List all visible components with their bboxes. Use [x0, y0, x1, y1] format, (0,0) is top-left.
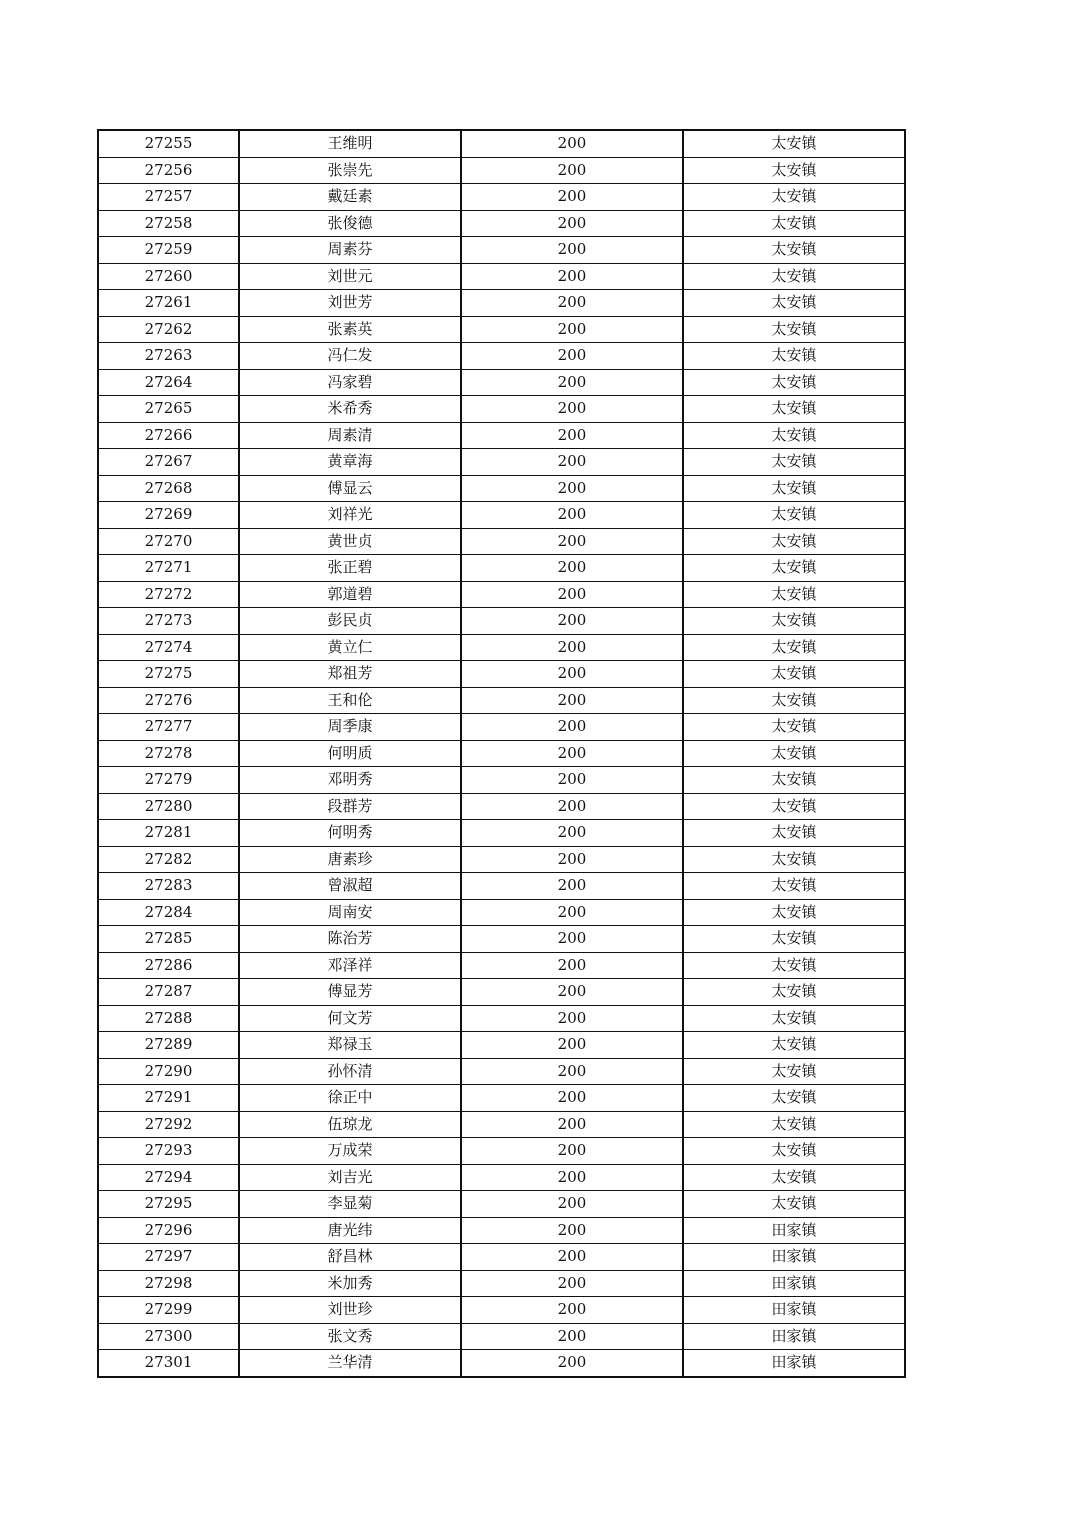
amount-cell: 200	[461, 1138, 683, 1165]
table-row	[98, 422, 905, 449]
name-cell: 冯仁发	[239, 343, 461, 370]
town-cell: 太安镇	[683, 767, 905, 794]
table-row	[98, 1111, 905, 1138]
id-cell: 27270	[98, 528, 239, 555]
table-row	[98, 502, 905, 529]
id-cell: 27276	[98, 687, 239, 714]
id-cell: 27272	[98, 581, 239, 608]
town-cell: 太安镇	[683, 343, 905, 370]
amount-cell: 200	[461, 608, 683, 635]
table-row	[98, 396, 905, 423]
table-row	[98, 740, 905, 767]
name-cell: 伍琼龙	[239, 1111, 461, 1138]
table-row	[98, 369, 905, 396]
town-cell: 田家镇	[683, 1244, 905, 1271]
amount-cell: 200	[461, 1244, 683, 1271]
town-cell: 太安镇	[683, 581, 905, 608]
amount-cell: 200	[461, 767, 683, 794]
name-cell: 孙怀清	[239, 1058, 461, 1085]
id-cell: 27274	[98, 634, 239, 661]
amount-cell: 200	[461, 157, 683, 184]
name-cell: 周素芬	[239, 237, 461, 264]
id-cell: 27269	[98, 502, 239, 529]
name-cell: 刘世芳	[239, 290, 461, 317]
town-cell: 太安镇	[683, 316, 905, 343]
table-row	[98, 581, 905, 608]
id-cell: 27262	[98, 316, 239, 343]
table-row	[98, 926, 905, 953]
amount-cell: 200	[461, 1032, 683, 1059]
town-cell: 太安镇	[683, 926, 905, 953]
town-cell: 太安镇	[683, 528, 905, 555]
amount-cell: 200	[461, 237, 683, 264]
id-cell: 27297	[98, 1244, 239, 1271]
table-row	[98, 687, 905, 714]
town-cell: 太安镇	[683, 820, 905, 847]
name-cell: 唐素珍	[239, 846, 461, 873]
amount-cell: 200	[461, 555, 683, 582]
id-cell: 27280	[98, 793, 239, 820]
name-cell: 兰华清	[239, 1350, 461, 1377]
table-row	[98, 1058, 905, 1085]
id-cell: 27292	[98, 1111, 239, 1138]
amount-cell: 200	[461, 581, 683, 608]
amount-cell: 200	[461, 846, 683, 873]
table-row	[98, 290, 905, 317]
table-row	[98, 555, 905, 582]
table-row	[98, 157, 905, 184]
amount-cell: 200	[461, 1350, 683, 1377]
town-cell: 太安镇	[683, 555, 905, 582]
table-row	[98, 979, 905, 1006]
name-cell: 舒昌林	[239, 1244, 461, 1271]
town-cell: 太安镇	[683, 290, 905, 317]
table-body	[98, 130, 905, 1377]
name-cell: 戴廷素	[239, 184, 461, 211]
name-cell: 刘祥光	[239, 502, 461, 529]
table-row	[98, 820, 905, 847]
town-cell: 太安镇	[683, 873, 905, 900]
name-cell: 张崇先	[239, 157, 461, 184]
town-cell: 太安镇	[683, 608, 905, 635]
table-row	[98, 661, 905, 688]
town-cell: 太安镇	[683, 184, 905, 211]
id-cell: 27298	[98, 1270, 239, 1297]
town-cell: 田家镇	[683, 1350, 905, 1377]
amount-cell: 200	[461, 475, 683, 502]
amount-cell: 200	[461, 1058, 683, 1085]
data-table	[97, 129, 906, 1378]
town-cell: 太安镇	[683, 740, 905, 767]
name-cell: 邓泽祥	[239, 952, 461, 979]
name-cell: 万成荣	[239, 1138, 461, 1165]
amount-cell: 200	[461, 687, 683, 714]
id-cell: 27261	[98, 290, 239, 317]
amount-cell: 200	[461, 263, 683, 290]
name-cell: 王和伦	[239, 687, 461, 714]
id-cell: 27289	[98, 1032, 239, 1059]
amount-cell: 200	[461, 210, 683, 237]
town-cell: 太安镇	[683, 793, 905, 820]
table-row	[98, 1270, 905, 1297]
table-row	[98, 952, 905, 979]
table-row	[98, 316, 905, 343]
amount-cell: 200	[461, 873, 683, 900]
amount-cell: 200	[461, 1217, 683, 1244]
id-cell: 27257	[98, 184, 239, 211]
amount-cell: 200	[461, 343, 683, 370]
name-cell: 周季康	[239, 714, 461, 741]
id-cell: 27287	[98, 979, 239, 1006]
table-row	[98, 343, 905, 370]
name-cell: 段群芳	[239, 793, 461, 820]
town-cell: 太安镇	[683, 714, 905, 741]
id-cell: 27299	[98, 1297, 239, 1324]
amount-cell: 200	[461, 793, 683, 820]
town-cell: 太安镇	[683, 237, 905, 264]
town-cell: 太安镇	[683, 1005, 905, 1032]
name-cell: 李显菊	[239, 1191, 461, 1218]
town-cell: 太安镇	[683, 979, 905, 1006]
id-cell: 27275	[98, 661, 239, 688]
amount-cell: 200	[461, 979, 683, 1006]
table-row	[98, 1032, 905, 1059]
town-cell: 太安镇	[683, 475, 905, 502]
name-cell: 张正碧	[239, 555, 461, 582]
table-row	[98, 210, 905, 237]
town-cell: 太安镇	[683, 369, 905, 396]
name-cell: 黄章海	[239, 449, 461, 476]
town-cell: 太安镇	[683, 449, 905, 476]
name-cell: 曾淑超	[239, 873, 461, 900]
table-row	[98, 846, 905, 873]
table-row	[98, 1217, 905, 1244]
table-row	[98, 634, 905, 661]
town-cell: 太安镇	[683, 899, 905, 926]
name-cell: 何明秀	[239, 820, 461, 847]
town-cell: 太安镇	[683, 422, 905, 449]
town-cell: 太安镇	[683, 1138, 905, 1165]
table-row	[98, 899, 905, 926]
town-cell: 太安镇	[683, 157, 905, 184]
id-cell: 27271	[98, 555, 239, 582]
id-cell: 27295	[98, 1191, 239, 1218]
id-cell: 27277	[98, 714, 239, 741]
table-row	[98, 873, 905, 900]
amount-cell: 200	[461, 369, 683, 396]
id-cell: 27267	[98, 449, 239, 476]
name-cell: 黄世贞	[239, 528, 461, 555]
table-row	[98, 1191, 905, 1218]
id-cell: 27258	[98, 210, 239, 237]
name-cell: 冯家碧	[239, 369, 461, 396]
id-cell: 27268	[98, 475, 239, 502]
name-cell: 唐光纬	[239, 1217, 461, 1244]
name-cell: 米加秀	[239, 1270, 461, 1297]
id-cell: 27273	[98, 608, 239, 635]
town-cell: 田家镇	[683, 1270, 905, 1297]
name-cell: 郭道碧	[239, 581, 461, 608]
amount-cell: 200	[461, 1297, 683, 1324]
table-row	[98, 1323, 905, 1350]
table-row	[98, 714, 905, 741]
name-cell: 徐正中	[239, 1085, 461, 1112]
id-cell: 27278	[98, 740, 239, 767]
id-cell: 27290	[98, 1058, 239, 1085]
town-cell: 太安镇	[683, 1111, 905, 1138]
table-row	[98, 449, 905, 476]
town-cell: 太安镇	[683, 1085, 905, 1112]
amount-cell: 200	[461, 1164, 683, 1191]
id-cell: 27301	[98, 1350, 239, 1377]
table-row	[98, 263, 905, 290]
table-row	[98, 793, 905, 820]
town-cell: 太安镇	[683, 1191, 905, 1218]
name-cell: 彭民贞	[239, 608, 461, 635]
id-cell: 27255	[98, 130, 239, 157]
name-cell: 傅显芳	[239, 979, 461, 1006]
name-cell: 黄立仁	[239, 634, 461, 661]
town-cell: 太安镇	[683, 687, 905, 714]
table-row	[98, 130, 905, 157]
id-cell: 27293	[98, 1138, 239, 1165]
name-cell: 郑祖芳	[239, 661, 461, 688]
amount-cell: 200	[461, 396, 683, 423]
amount-cell: 200	[461, 740, 683, 767]
name-cell: 何文芳	[239, 1005, 461, 1032]
name-cell: 郑禄玉	[239, 1032, 461, 1059]
town-cell: 太安镇	[683, 1032, 905, 1059]
id-cell: 27266	[98, 422, 239, 449]
amount-cell: 200	[461, 528, 683, 555]
amount-cell: 200	[461, 422, 683, 449]
name-cell: 何明质	[239, 740, 461, 767]
town-cell: 太安镇	[683, 661, 905, 688]
name-cell: 周南安	[239, 899, 461, 926]
name-cell: 王维明	[239, 130, 461, 157]
amount-cell: 200	[461, 661, 683, 688]
table-row	[98, 608, 905, 635]
town-cell: 田家镇	[683, 1217, 905, 1244]
amount-cell: 200	[461, 820, 683, 847]
amount-cell: 200	[461, 1005, 683, 1032]
amount-cell: 200	[461, 449, 683, 476]
name-cell: 张俊德	[239, 210, 461, 237]
table-row	[98, 237, 905, 264]
name-cell: 米希秀	[239, 396, 461, 423]
id-cell: 27285	[98, 926, 239, 953]
name-cell: 傅显云	[239, 475, 461, 502]
table-row	[98, 1164, 905, 1191]
id-cell: 27288	[98, 1005, 239, 1032]
amount-cell: 200	[461, 926, 683, 953]
id-cell: 27283	[98, 873, 239, 900]
id-cell: 27279	[98, 767, 239, 794]
table-row	[98, 475, 905, 502]
town-cell: 太安镇	[683, 502, 905, 529]
id-cell: 27260	[98, 263, 239, 290]
amount-cell: 200	[461, 634, 683, 661]
id-cell: 27259	[98, 237, 239, 264]
table-row	[98, 1350, 905, 1377]
table-row	[98, 1085, 905, 1112]
amount-cell: 200	[461, 952, 683, 979]
table-row	[98, 184, 905, 211]
name-cell: 周素清	[239, 422, 461, 449]
name-cell: 邓明秀	[239, 767, 461, 794]
town-cell: 太安镇	[683, 634, 905, 661]
amount-cell: 200	[461, 1085, 683, 1112]
amount-cell: 200	[461, 502, 683, 529]
amount-cell: 200	[461, 1323, 683, 1350]
amount-cell: 200	[461, 899, 683, 926]
id-cell: 27281	[98, 820, 239, 847]
town-cell: 太安镇	[683, 130, 905, 157]
id-cell: 27296	[98, 1217, 239, 1244]
amount-cell: 200	[461, 1191, 683, 1218]
name-cell: 刘世元	[239, 263, 461, 290]
table-row	[98, 1005, 905, 1032]
amount-cell: 200	[461, 1270, 683, 1297]
table-row	[98, 1244, 905, 1271]
town-cell: 太安镇	[683, 396, 905, 423]
town-cell: 太安镇	[683, 952, 905, 979]
name-cell: 刘吉光	[239, 1164, 461, 1191]
amount-cell: 200	[461, 1111, 683, 1138]
id-cell: 27282	[98, 846, 239, 873]
amount-cell: 200	[461, 184, 683, 211]
id-cell: 27264	[98, 369, 239, 396]
table-row	[98, 767, 905, 794]
id-cell: 27286	[98, 952, 239, 979]
table-row	[98, 1138, 905, 1165]
amount-cell: 200	[461, 290, 683, 317]
id-cell: 27294	[98, 1164, 239, 1191]
town-cell: 太安镇	[683, 210, 905, 237]
town-cell: 田家镇	[683, 1323, 905, 1350]
id-cell: 27263	[98, 343, 239, 370]
town-cell: 田家镇	[683, 1297, 905, 1324]
town-cell: 太安镇	[683, 263, 905, 290]
town-cell: 太安镇	[683, 1164, 905, 1191]
id-cell: 27284	[98, 899, 239, 926]
id-cell: 27256	[98, 157, 239, 184]
name-cell: 刘世珍	[239, 1297, 461, 1324]
amount-cell: 200	[461, 714, 683, 741]
id-cell: 27291	[98, 1085, 239, 1112]
table-row	[98, 1297, 905, 1324]
name-cell: 陈治芳	[239, 926, 461, 953]
table-row	[98, 528, 905, 555]
town-cell: 太安镇	[683, 846, 905, 873]
name-cell: 张文秀	[239, 1323, 461, 1350]
id-cell: 27265	[98, 396, 239, 423]
amount-cell: 200	[461, 130, 683, 157]
town-cell: 太安镇	[683, 1058, 905, 1085]
id-cell: 27300	[98, 1323, 239, 1350]
name-cell: 张素英	[239, 316, 461, 343]
amount-cell: 200	[461, 316, 683, 343]
